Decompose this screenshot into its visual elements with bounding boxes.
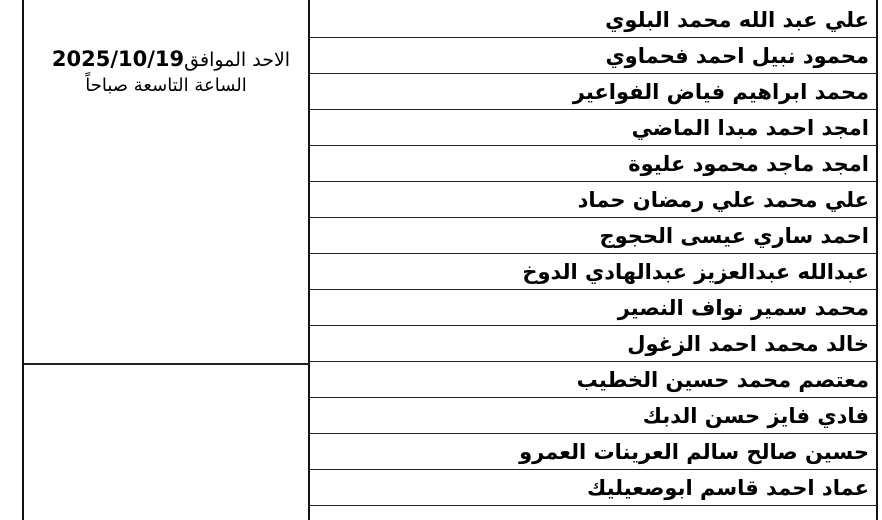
person-name: محمد ابراهيم فياض الفواعير (572, 79, 869, 104)
person-name: محمود نبيل احمد فحماوي (605, 43, 869, 68)
person-name: علي محمد علي رمضان حماد (577, 187, 869, 212)
person-name: امجد احمد مبدا الماضي (631, 115, 869, 140)
person-name: علي عبد الله محمد البلوي (605, 7, 869, 32)
table-row (309, 434, 877, 470)
table-row (309, 110, 877, 146)
person-name: خالد محمد احمد الزغول (627, 331, 869, 356)
table-row (309, 254, 877, 290)
session-info (24, 46, 308, 99)
table-row (309, 218, 877, 254)
table-row (309, 326, 877, 362)
person-name: امجد ماجد محمود عليوة (628, 151, 869, 176)
table-row (309, 398, 877, 434)
table-row (309, 146, 877, 182)
table-row (309, 38, 877, 74)
person-name: محمد سمير نواف النصير (617, 295, 869, 320)
person-name: حسين صالح سالم العرينات العمرو (519, 439, 869, 464)
names-column (309, 0, 877, 520)
table-row (309, 2, 877, 38)
person-name: عبدالله عبدالعزيز عبدالهادي الدوخ (522, 259, 869, 284)
table-row (309, 74, 877, 110)
group-divider (24, 363, 309, 365)
session-date-line (24, 46, 308, 73)
person-name: احمد ساري عيسى الحجوج (599, 223, 869, 248)
table-row (309, 470, 877, 506)
session-time: الساعة التاسعة صباحاً (85, 75, 247, 96)
person-name: معتصم محمد حسين الخطيب (576, 367, 869, 392)
table-row (309, 290, 877, 326)
person-name: عماد احمد قاسم ابوصعيليك (587, 475, 869, 500)
session-date: 2025/10/19 (51, 47, 185, 71)
table-row (309, 182, 877, 218)
person-name: فادي فايز حسن الدبك (642, 403, 869, 428)
session-day-label: الاحد الموافق (184, 49, 291, 71)
table-row (309, 362, 877, 398)
